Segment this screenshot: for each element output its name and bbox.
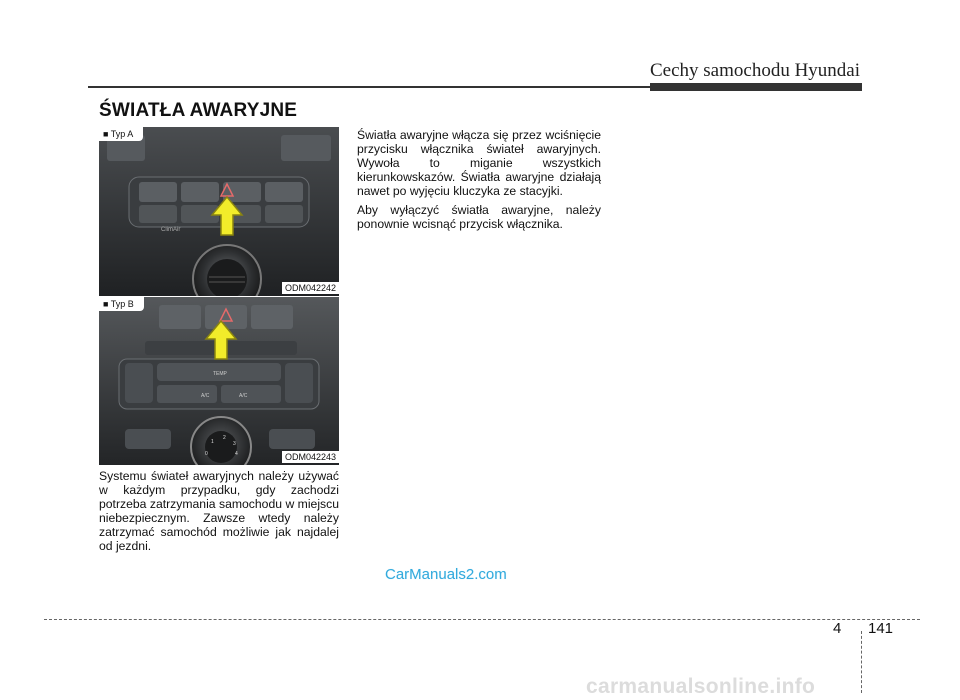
paragraph: Aby wyłączyć światła awaryjne, należy ponownie wcisnąć przycisk włącznika. [357,203,601,231]
fan-speed-3: 3 [233,441,236,447]
section-title: ŚWIATŁA AWARYJNE [99,100,298,121]
figure-code-b: ODM042243 [282,451,339,463]
paragraph: Systemu świateł awaryjnych należy używać w każdym przypadku, gdy zachodzi potrzeba zatrzymania samochodu w miejscu niebezpiecznym. Zawsze wtedy należy zatrzymać samochód możliwie jak najdalej od jezdni. [99,469,339,553]
header-title: Cechy samochodu Hyundai [649,60,860,81]
fan-speed-1: 1 [211,439,214,445]
figure-tag-a: ■ Typ A [99,127,143,141]
page-number: 141 [868,620,894,637]
hazard-switch-photo-b [99,297,339,465]
carmanuals-watermark: CarManuals2.com [385,566,507,583]
paragraph: Światła awaryjne włącza się przez wciśnięcie przycisku włącznika świateł awaryjnych. Wywoła to miganie wszystkich kierunkowskazów. Światła awaryjne działają nawet po wyjęciu kluczyka ze stacyjki. [357,128,601,198]
figure-type-a [99,127,339,296]
hazard-switch-photo-a [99,127,339,296]
climair-label: ClimAir [161,227,181,233]
right-column [357,128,601,236]
header-bar [650,83,862,91]
footer-vertical-rule [861,631,862,693]
ac-label-left: A/C [201,393,210,399]
fan-speed-0: 0 [205,451,208,457]
fan-speed-4: 4 [235,451,238,457]
fan-speed-2: 2 [223,435,226,441]
figure-code-a: ODM042242 [282,282,339,294]
ac-label-right: A/C [239,393,248,399]
footer-rule [44,619,920,620]
header-rule [88,86,650,88]
temp-label: TEMP [213,371,227,377]
figure-tag-b: ■ Typ B [99,297,144,311]
left-paragraph [99,469,339,553]
site-watermark: carmanualsonline.info [586,675,816,698]
chapter-number: 4 [833,620,842,637]
figure-type-b [99,297,339,465]
